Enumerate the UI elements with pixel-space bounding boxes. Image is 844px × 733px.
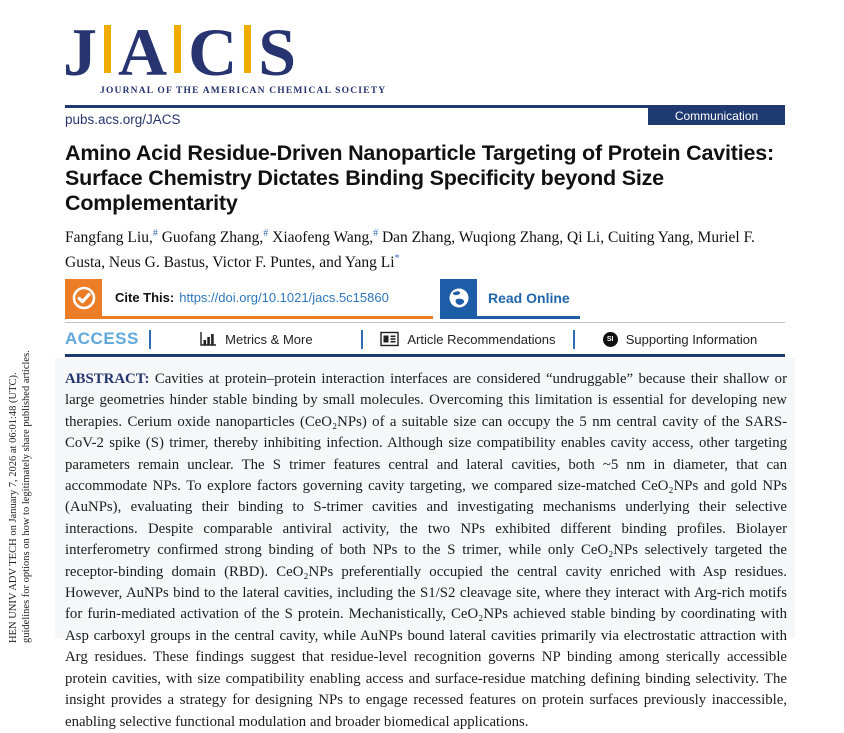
article-icon bbox=[380, 331, 399, 347]
globe-icon bbox=[440, 279, 477, 316]
author: Dan Zhang, bbox=[381, 229, 456, 247]
access-link[interactable]: ACCESS bbox=[65, 329, 139, 348]
access-bottom-rule bbox=[65, 354, 785, 357]
author-affiliation-mark: # bbox=[373, 228, 379, 239]
read-online-button[interactable] bbox=[440, 279, 580, 319]
download-notice-line-2: guidelines for options on how to legitimately share published articles. bbox=[21, 350, 32, 643]
recommendations-label: Article Recommendations bbox=[407, 331, 556, 347]
author: Neus G. Bastus, bbox=[108, 253, 209, 271]
access-top-divider bbox=[65, 322, 785, 323]
read-online-label: Read Online bbox=[488, 289, 570, 306]
logo-gold-bar bbox=[174, 25, 181, 73]
article-title: Amino Acid Residue-Driven Nanoparticle Targeting of Protein Cavities: Surface Chemistry Dictates Binding Specificity beyond Size Complementarity bbox=[65, 141, 774, 215]
cite-check-icon bbox=[65, 279, 102, 316]
logo-subtitle: JOURNAL OF THE AMERICAN CHEMICAL SOCIETY bbox=[100, 86, 387, 96]
author-list bbox=[65, 224, 787, 273]
article-recommendations-link[interactable] bbox=[363, 331, 573, 347]
author: Victor F. Puntes, bbox=[212, 253, 316, 271]
abstract-text bbox=[65, 369, 787, 733]
abstract-label: ABSTRACT: bbox=[65, 371, 150, 387]
logo-letter-c: C bbox=[188, 14, 238, 90]
abstract-body: Cavities at protein–protein interaction interfaces are considered “undruggable” because their shallow or large geometries hinder stable binding by small molecules. Overcoming this limitation is essential for developing new therapies. Cerium oxide nanoparticles (CeO₂NPs) of a suitable size can occupy the 5 nm central cavity of the SARS-CoV-2 spike (S) trimer, thereby inhibiting infection. Although size compatibility enables cavity access, other targeting parameters remain unclear. The S trimer features central and lateral cavities, both ~5 nm in diameter, that can accommodate NPs. To explore factors governing cavity targeting, we compared size-matched CeO₂NPs and gold NPs (AuNPs), evaluating their binding to S-trimer cavities and investigating mechanisms underlying their selective interactions. Despite comparable antiviral activity, the two NPs exhibited different binding profiles. Biolayer interferometry confirmed strong binding of both NPs to the S trimer, while only CeO₂NPs selectively targeted the receptor-binding domain (RBD). CeO₂NPs preferentially occupied the central cavity enriched with Asp residues. However, AuNPs bind to the lateral cavities, including the S1/S2 cleavage site, where they interact with Arg-rich motifs for furin-mediated activation of the S protein. Mechanistically, CeO₂NPs achieved stable binding by coordinating with Asp carboxyl groups in the central cavity, while AuNPs bound lateral cavities primarily via electrostatic attraction with Arg residues. These findings suggest that residue-level recognition governs NP binding among sterically accessible protein cavities, with size compatibility enabling access and surface-residue matching defining binding selectivity. The insight provides a strategy for designing NPs to engage recessed features on protein surfaces previously inaccessible, enabling selective functional modulation and broader biomedical applications. bbox=[65, 371, 787, 730]
author: and Yang Li* bbox=[319, 252, 400, 271]
author: Fangfang Liu,# bbox=[65, 228, 158, 247]
communication-badge: Communication bbox=[648, 108, 785, 125]
author: Wuqiong Zhang, bbox=[458, 229, 564, 247]
author-affiliation-mark: # bbox=[152, 228, 158, 239]
download-notice-line-1: HEN UNIV ADV TECH on January 7, 2026 at 06:01:48 (UTC). bbox=[8, 372, 19, 643]
download-notice bbox=[7, 350, 33, 643]
author-affiliation-mark: * bbox=[394, 252, 400, 264]
supporting-information-link[interactable] bbox=[575, 332, 785, 347]
bar-chart-icon bbox=[199, 331, 217, 347]
logo-gold-bar bbox=[104, 25, 111, 73]
author: Qi Li, bbox=[567, 229, 605, 247]
logo-letter-j: J bbox=[63, 14, 97, 90]
author: Muriel F. Gusta, bbox=[65, 229, 755, 271]
author: Cuiting Yang, bbox=[607, 229, 694, 247]
supporting-info-label: Supporting Information bbox=[625, 331, 758, 347]
doi-link[interactable]: https://doi.org/10.1021/jacs.5c15860 bbox=[179, 290, 389, 305]
logo-gold-bar bbox=[244, 25, 251, 73]
abstract-box bbox=[55, 358, 795, 730]
metrics-and-more-link[interactable] bbox=[151, 331, 361, 347]
author: Xiaofeng Wang,# bbox=[272, 228, 379, 247]
si-circle-icon: SI bbox=[603, 332, 618, 347]
logo-letter-a: A bbox=[118, 14, 168, 90]
journal-url-link[interactable]: pubs.acs.org/JACS bbox=[65, 112, 181, 127]
logo-letter-s: S bbox=[258, 14, 297, 90]
author-affiliation-mark: # bbox=[263, 228, 269, 239]
access-bar bbox=[65, 325, 785, 353]
cite-bar bbox=[65, 279, 433, 319]
jacs-logo bbox=[63, 14, 297, 90]
metrics-label: Metrics & More bbox=[225, 331, 313, 347]
cite-label: Cite This: bbox=[115, 290, 175, 305]
author: Guofang Zhang,# bbox=[161, 228, 269, 247]
